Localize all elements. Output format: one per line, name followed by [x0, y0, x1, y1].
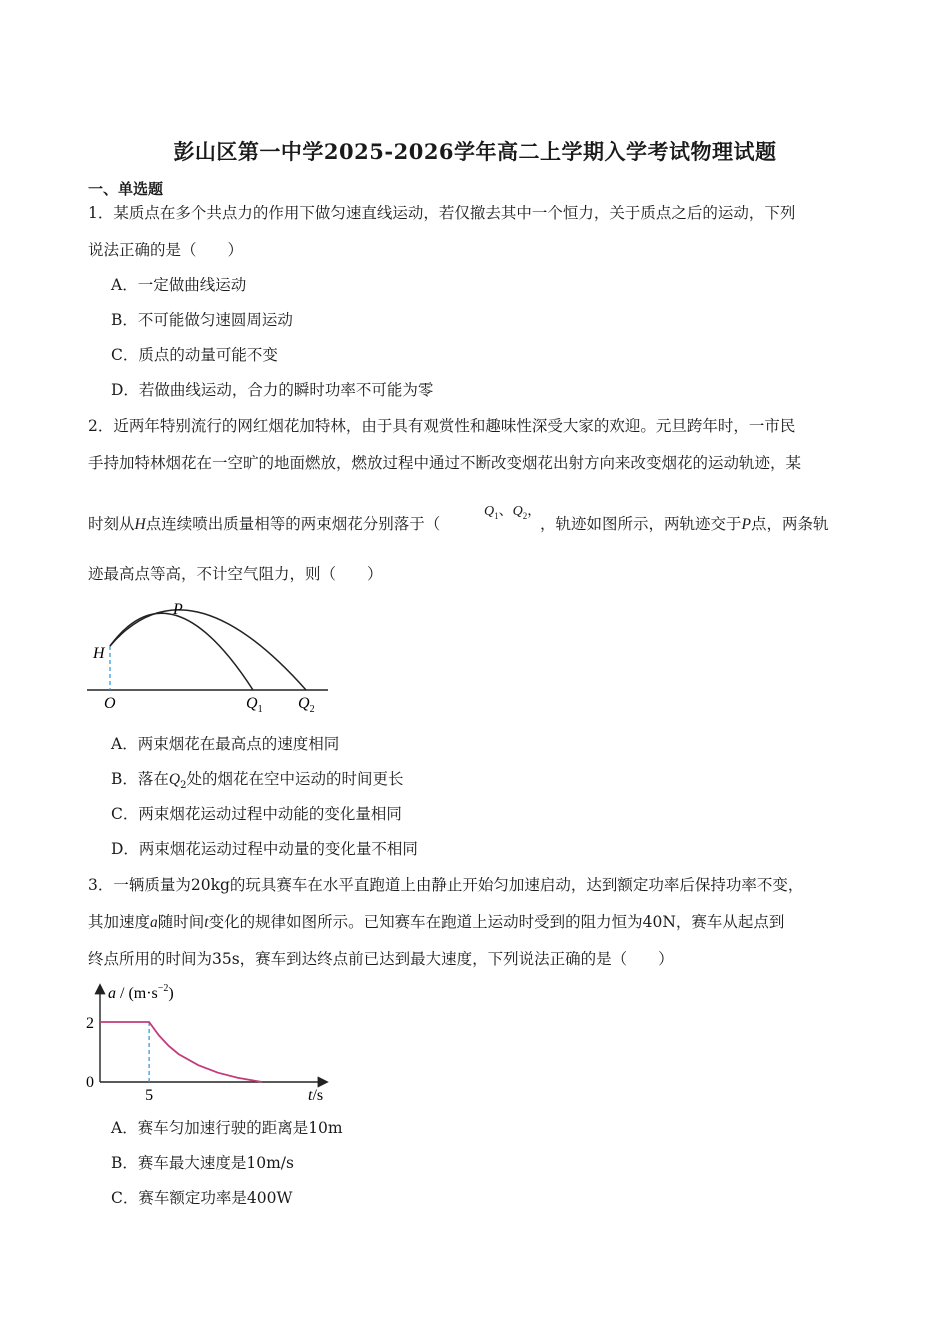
q2-stem-line2: 手持加特林烟花在一空旷的地面燃放，燃放过程中通过不断改变烟花出射方向来改变烟花的运动轨迹，某 — [88, 454, 802, 472]
var-a: a — [150, 914, 158, 931]
q2-trajectory-figure — [84, 588, 334, 716]
q2-stem-line1: 2．近两年特别流行的网红烟花加特林，由于具有观赏性和趣味性深受大家的欢迎。元旦跨年时，一市民 — [88, 417, 796, 435]
q1-stem-line1: 1．某质点在多个共点力的作用下做匀速直线运动，若仅撤去其中一个恒力，关于质点之后的运动，下列 — [88, 204, 796, 222]
x-axis-label: t/s — [308, 1087, 324, 1104]
q3-option-c: C．赛车额定功率是400W — [111, 1189, 293, 1207]
q3-stem-line3: 终点所用的时间为35s，赛车到达终点前已达到最大速度，下列说法正确的是（ ） — [88, 950, 674, 968]
trajectory-q2 — [110, 610, 306, 690]
q2-option-b: B．落在$Q_2$处的烟花在空中运动的时间更长 — [111, 770, 404, 792]
q2-line3-part-b: 点连续喷出质量相等的两束烟花分别落于（ — [145, 515, 441, 533]
acceleration-curve — [100, 1022, 262, 1082]
q1-option-d: D．若做曲线运动，合力的瞬时功率不可能为零 — [111, 381, 434, 399]
q2-option-c: C．两束烟花运动过程中动能的变化量相同 — [111, 805, 402, 823]
q3-option-b: B．赛车最大速度是10m/s — [111, 1154, 294, 1172]
var-h: H — [134, 516, 146, 533]
var-p: P — [741, 516, 751, 533]
origin-label: 0 — [86, 1074, 94, 1091]
label-q1: $Q_1$ — [246, 695, 263, 715]
q2-option-d: D．两束烟花运动过程中动量的变化量不相同 — [111, 840, 418, 858]
y-axis-label: $a / (m\cdot s^{-2})$ — [108, 983, 174, 1002]
label-q2: $Q_2$ — [298, 695, 315, 715]
q1-option-c: C．质点的动量可能不变 — [111, 346, 278, 364]
y-tick-label: 2 — [86, 1015, 94, 1032]
q1-option-b: B．不可能做匀速圆周运动 — [111, 311, 293, 329]
q3-stem-line2: 其加速度a随时间t变化的规律如图所示。已知赛车在跑道上运动时受到的阻力恒为40N，赛车从起点到 — [88, 913, 785, 931]
q2-line3-part-a: 时刻从 — [88, 515, 135, 533]
x-tick-label: 5 — [145, 1087, 154, 1104]
q2-stem-line3 — [88, 512, 440, 534]
q2-landing-points: $Q_1$、$Q_2$， — [484, 504, 542, 521]
q3-option-a: A．赛车匀加速行驶的距离是10m — [111, 1119, 343, 1137]
label-o: O — [104, 695, 116, 712]
section-heading: 一、单选题 — [88, 180, 164, 198]
var-t: t — [204, 914, 209, 931]
q3-acceleration-chart — [82, 978, 342, 1106]
q1-stem-line2: 说法正确的是（ ） — [88, 241, 244, 259]
trajectory-q1 — [110, 613, 253, 690]
q1-option-a: A．一定做曲线运动 — [111, 276, 247, 294]
q2-option-a: A．两束烟花在最高点的速度相同 — [111, 735, 340, 753]
page-title: 彭山区第一中学2025-2026学年高二上学期入学考试物理试题 — [173, 139, 777, 164]
label-h: H — [93, 645, 105, 662]
q2-stem-line4: 迹最高点等高，不计空气阻力，则（ ） — [88, 565, 383, 583]
q3-stem-line1: 3．一辆质量为20kg的玩具赛车在水平直跑道上由静止开始匀加速启动，达到额定功率后保持功率不变， — [88, 876, 804, 894]
q2-stem-line3-cont: ，轨迹如图所示，两轨迹交于P点，两条轨 — [540, 515, 829, 533]
label-p: P — [173, 601, 183, 618]
